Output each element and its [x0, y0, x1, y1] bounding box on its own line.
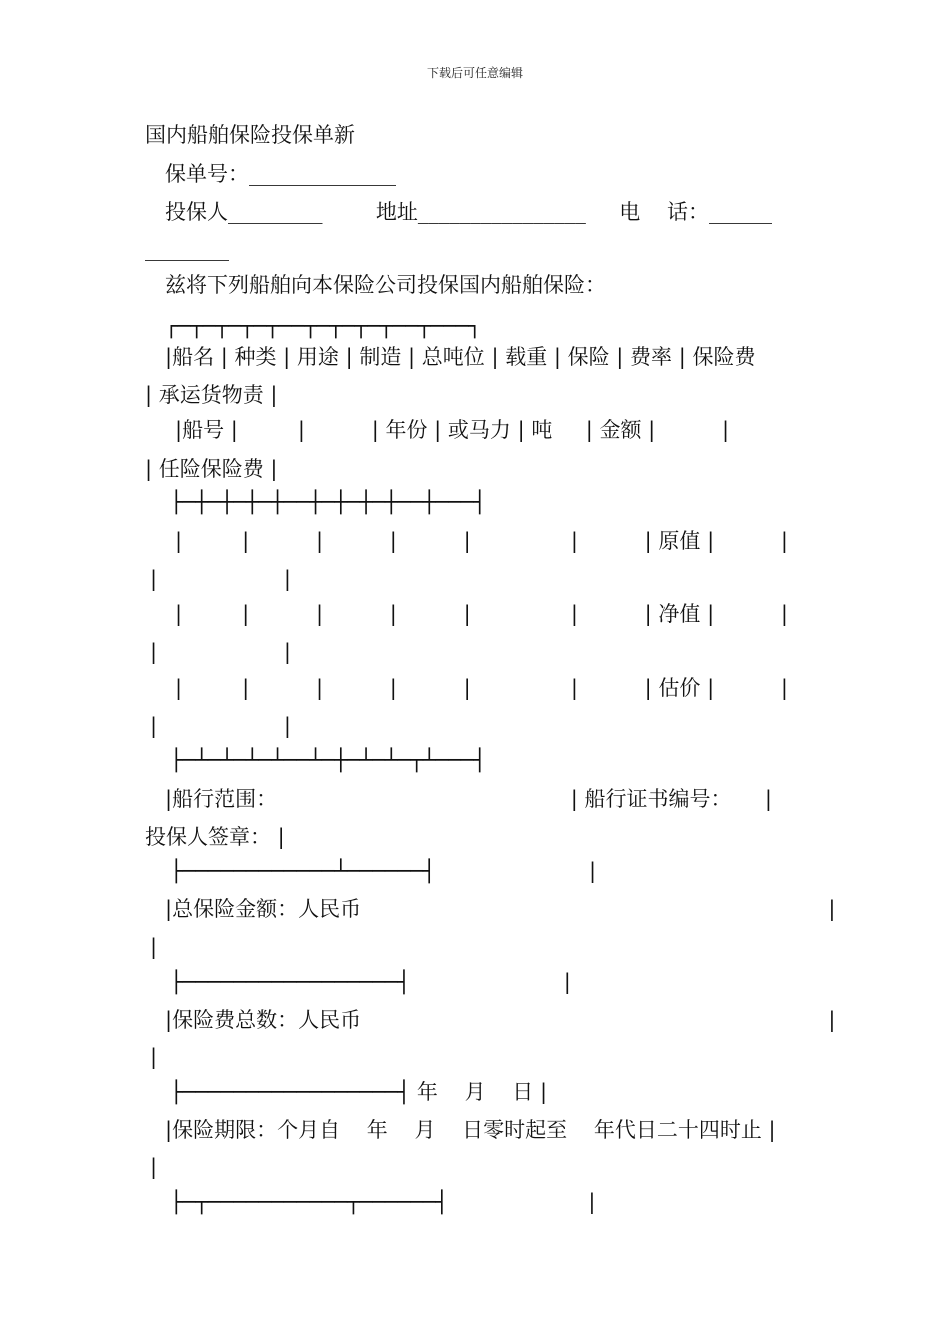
intro-statement: 兹将下列船舶向本保险公司投保国内船舶保险：: [165, 273, 606, 297]
page-header: 下载后可任意编辑: [426, 66, 523, 80]
table-row-original-value: | | | | | | | 原值 | |: [175, 529, 788, 553]
total-premium-cont: |: [150, 1045, 158, 1069]
insurance-period-cont: |: [150, 1155, 158, 1179]
table-divider-4: ├─────────────────┤ |: [170, 970, 571, 994]
applicant-address-phone-line: 投保人_________ 地址________________ 电 话：______: [165, 200, 772, 224]
document-title: 国内船舶保险投保单新: [145, 123, 355, 147]
navigation-range-row: |船行范围： | 船行证书编号： |: [165, 787, 772, 811]
total-premium-row: |保险费总数：人民币 |: [165, 1008, 836, 1032]
table-row-estimated-value-cont: | |: [150, 714, 291, 738]
table-row-net-value: | | | | | | | 净值 | |: [175, 602, 788, 626]
table-divider-1: ├─┼─┼─┼─┼──┼─┼─┼─┼──┼───┤: [170, 490, 487, 514]
date-row: ├─────────────────┤ 年 月 日 |: [170, 1080, 548, 1104]
total-insured-amount-row: |总保险金额：人民币 |: [165, 897, 836, 921]
table-divider-3: ├────────────┴──────┤ |: [170, 859, 597, 883]
phone-continuation-line: ________: [145, 237, 229, 261]
table-header-row-1: |船名 | 种类 | 用途 | 制造 | 总吨位 | 载重 | 保险 | 费率 | 保险费: [165, 345, 756, 369]
table-bottom-divider: ├─┬───────────┬──────┤ |: [170, 1190, 596, 1214]
total-insured-amount-cont: |: [150, 935, 158, 959]
insurance-period-row: |保险期限：个月自 年 月 日零时起至 年代日二十四时止 |: [165, 1118, 776, 1142]
table-header-row-2-cont: | 任险保险费 |: [145, 457, 278, 481]
table-top-border: ┌─┬─┬─┬─┬──┬─┬─┬─┬──┬───┐: [165, 314, 482, 338]
policy-number-line: 保单号：______________: [165, 162, 396, 186]
table-row-estimated-value: | | | | | | | 估价 | |: [175, 676, 788, 700]
table-header-row-2: |船号 | | | 年份 | 或马力 | 吨 | 金额 | |: [175, 418, 730, 442]
table-row-net-value-cont: | |: [150, 640, 291, 664]
applicant-signature-row: 投保人签章： |: [145, 825, 285, 849]
table-divider-2: ├─┴─┴─┴─┴──┴─┼─┴─┴─┬┴───┤: [170, 748, 487, 772]
table-row-original-value-cont: | |: [150, 567, 291, 591]
table-header-row-1-cont: | 承运货物责 |: [145, 383, 278, 407]
